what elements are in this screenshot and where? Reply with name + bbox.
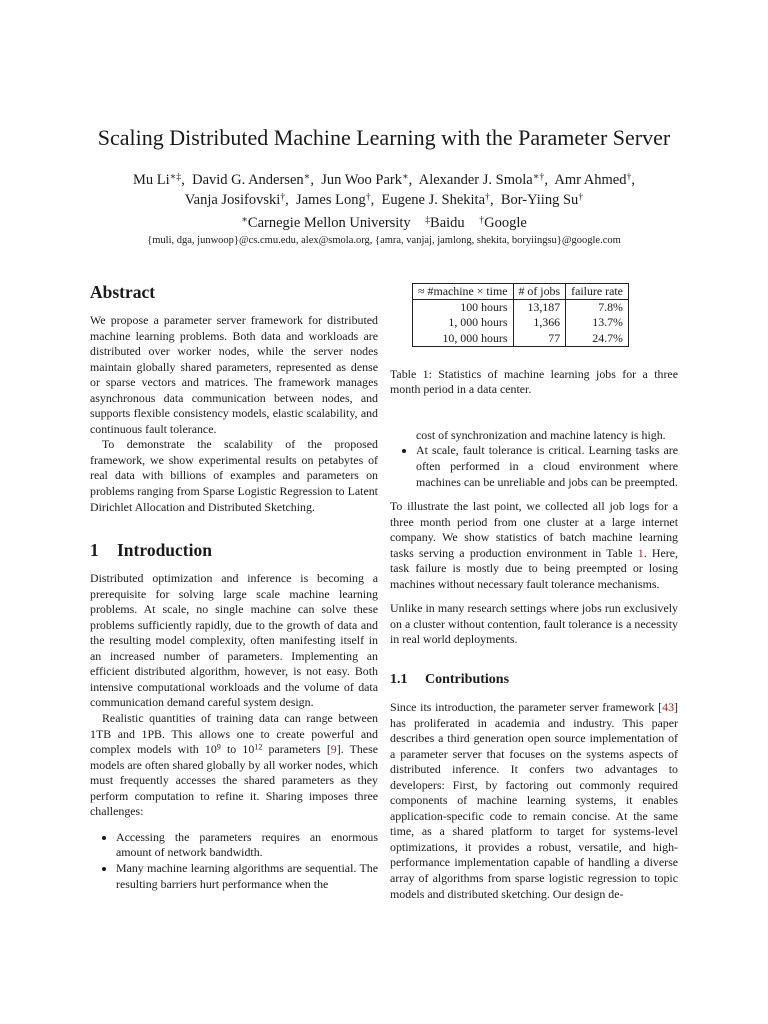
author-marks: ∗	[401, 171, 409, 183]
author-marks: ∗‡	[169, 171, 182, 183]
table-header: # of jobs	[513, 284, 566, 300]
list-item: • Many machine learning algorithms are sequential. The resulting barriers hurt performance when the	[116, 861, 378, 892]
abstract-heading: Abstract	[90, 282, 156, 302]
table-header: failure rate	[566, 284, 629, 300]
table-cell: 100 hours	[413, 300, 514, 316]
table-cell: 10, 000 hours	[413, 331, 514, 347]
intro-paragraph: Distributed optimization and inference is becoming a prerequisite for solving large scale machine learning problems. At scale, no single machine can solve these problems sufficiently rapidly, due to the growth of data and the resulting model complexity, often manifesting itself in an increased number of parameters. Implementing an efficient distributed algorithm, however, is not easy. Both intensive computational workloads and the volume of data communication demand careful system design.	[90, 571, 378, 710]
author-list	[0, 170, 768, 210]
table-cell: 1, 000 hours	[413, 315, 514, 330]
intro-paragraph: To illustrate the last point, we collected all job logs for a three month period from one cluster at a large internet company. We show statistics of batch machine learning tasks serving a production environment in Table 1. Here, task failure is mostly due to being preempted or losing machines without necessary fault tolerance mechanisms.	[390, 499, 678, 591]
affiliation: ∗Carnegie Mellon University	[241, 214, 411, 231]
intro-paragraph: Unlike in many research settings where jobs run exclusively on a cluster without contention, fault tolerance is a necessity in real world deployments.	[390, 601, 678, 647]
author-marks: †	[485, 191, 490, 203]
list-item: • At scale, fault tolerance is critical. Learning tasks are often performed in a cloud environment where machines can be unreliable and jobs can be preempted.	[416, 443, 678, 490]
job-statistics-table	[412, 283, 629, 347]
author: Amr Ahmed†,	[554, 171, 636, 188]
paper-title: Scaling Distributed Machine Learning with the Parameter Server	[97, 125, 671, 150]
table-row	[413, 300, 629, 316]
table-cell: 7.8%	[566, 300, 629, 316]
affiliation: †Google	[479, 214, 527, 231]
author: Jun Woo Park∗,	[321, 171, 413, 188]
author: Bor-Yiing Su†	[500, 191, 584, 208]
author-line-1	[0, 170, 768, 190]
author-line-2	[0, 190, 768, 210]
citation-link[interactable]: 43	[662, 700, 675, 715]
author: David G. Andersen∗,	[192, 171, 314, 188]
affiliations	[0, 213, 768, 233]
author-marks: †	[365, 191, 371, 203]
table-cell: 77	[513, 331, 566, 347]
table-cell: 24.7%	[566, 331, 629, 347]
section-heading-introduction: 1 Introduction	[90, 540, 212, 561]
table-row	[413, 315, 629, 330]
table-cell: 13,187	[513, 300, 566, 316]
challenge-list	[90, 830, 378, 892]
table-header: ≈ #machine × time	[413, 284, 514, 300]
citation-link[interactable]: 9	[330, 742, 337, 757]
left-column	[90, 281, 378, 892]
author-marks: †	[626, 171, 632, 183]
affiliation: ‡Baidu	[425, 214, 465, 231]
challenge-list-continued	[390, 443, 678, 490]
contributions-paragraph: Since its introduction, the parameter server framework [43] has proliferated in academia and industry. This paper describes a third generation open source implementation of a parameter server that focuses on the systems aspects of distributed inference. It confers two advantages to developers: First, by factoring out commonly required components of machine learning systems, it enables application-specific code to remain concise. At the same time, as a shared platform to target for systems-level optimizations, it provides a robust, versatile, and high-performance implementation capable of handling a diverse array of algorithms from sparse logistic regression to topic models and distributed sketching. Our design de-	[390, 700, 678, 901]
author-marks: ∗	[303, 171, 311, 183]
table-reference-link[interactable]: 1	[637, 545, 644, 560]
table-cell: 13.7%	[566, 315, 629, 330]
author-marks: †	[280, 191, 286, 203]
list-continuation: cost of synchronization and machine latency is high.	[416, 427, 666, 442]
author: Mu Li∗‡,	[132, 171, 185, 188]
intro-paragraph: Realistic quantities of training data can range between 1TB and 1PB. This allows one to create powerful and complex models with $10^9$ to $10^{12}$ parameters [9]. These models are often shared globally by all worker nodes, which must frequently accesses the shared parameters as they perform computation to refine it. Sharing imposes three challenges:	[90, 711, 378, 819]
abstract-paragraph: To demonstrate the scalability of the proposed framework, we show experimental results on petabytes of real data with billions of examples and parameters on problems ranging from Sparse Logistic Regression to Latent Dirichlet Allocation and Distributed Sketching.	[90, 437, 378, 514]
table-caption: Table 1: Statistics of machine learning jobs for a three month period in a data center.	[390, 366, 678, 397]
subsection-heading-contributions: 1.1 Contributions	[390, 672, 510, 688]
abstract-paragraph: We propose a parameter server framework for distributed machine learning problems. Both data and workloads are distributed over worker nodes, while the server nodes maintain globally shared parameters, represented as dense or sparse vectors and matrices. The framework manages asynchronous data communication between nodes, and supports flexible consistency models, elastic scalability, and continuous fault tolerance.	[90, 313, 378, 436]
author-marks: ∗†	[532, 171, 545, 183]
table-header-row	[413, 284, 629, 300]
table-row	[413, 331, 629, 347]
right-column	[390, 283, 678, 902]
author: Alexander J. Smola∗†,	[418, 171, 548, 188]
author-emails: {muli, dga, junwoop}@cs.cmu.edu, alex@smola.org, {amra, vanjaj, jamlong, shekita, boryiingsu}@google.com	[147, 235, 621, 246]
table-cell: 1,366	[513, 315, 566, 330]
list-item: • Accessing the parameters requires an enormous amount of network bandwidth.	[116, 830, 378, 861]
author: James Long†,	[296, 191, 375, 208]
author-marks: †	[578, 191, 584, 203]
author: Vanja Josifovski†,	[184, 191, 289, 208]
author: Eugene J. Shekita†,	[381, 191, 494, 208]
